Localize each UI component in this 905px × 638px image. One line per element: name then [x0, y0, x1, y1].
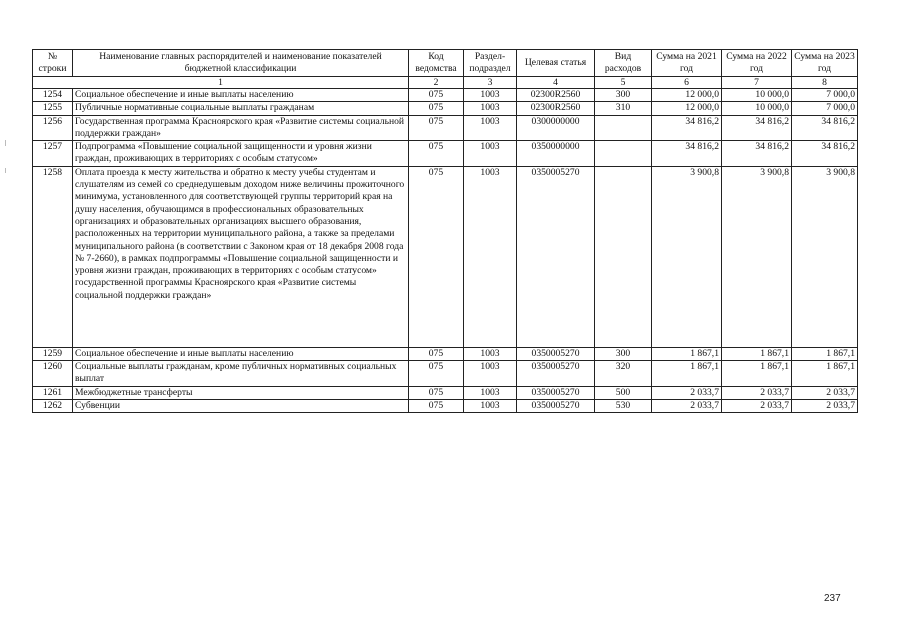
table-row — [33, 399, 858, 412]
header-target: Целевая статья — [517, 50, 595, 77]
page-number: 237 — [824, 593, 841, 604]
row-number: 1259 — [33, 347, 73, 360]
row-sum-2021: 1 867,1 — [652, 347, 722, 360]
row-sum-2023: 3 900,8 — [792, 166, 858, 347]
row-number: 1257 — [33, 141, 73, 167]
row-sum-2022: 10 000,0 — [722, 102, 792, 115]
row-sum-2022: 1 867,1 — [722, 347, 792, 360]
row-target: 0350005270 — [517, 361, 595, 387]
row-target: 02300R2560 — [517, 102, 595, 115]
table-row — [33, 102, 858, 115]
row-name: Субвенции — [73, 399, 409, 412]
row-sum-2023: 1 867,1 — [792, 361, 858, 387]
row-target: 0300000000 — [517, 115, 595, 141]
header-section: Раздел-подраздел — [464, 50, 517, 77]
row-sum-2022: 2 033,7 — [722, 386, 792, 399]
column-number: 8 — [792, 77, 858, 89]
row-sum-2023: 7 000,0 — [792, 89, 858, 102]
header-sum-2021: Сумма на 2021 год — [652, 50, 722, 77]
row-dept-code: 075 — [409, 361, 464, 387]
row-sum-2023: 2 033,7 — [792, 386, 858, 399]
row-expense-type: 300 — [595, 347, 652, 360]
row-dept-code: 075 — [409, 386, 464, 399]
row-sum-2022: 34 816,2 — [722, 115, 792, 141]
row-expense-type — [595, 166, 652, 347]
row-section: 1003 — [464, 141, 517, 167]
table-row — [33, 386, 858, 399]
budget-table — [32, 49, 858, 413]
row-dept-code: 075 — [409, 347, 464, 360]
row-number: 1255 — [33, 102, 73, 115]
table-header-row — [33, 50, 858, 77]
row-number: 1262 — [33, 399, 73, 412]
row-name: Социальное обеспечение и иные выплаты населению — [73, 347, 409, 360]
row-dept-code: 075 — [409, 102, 464, 115]
row-number: 1258 — [33, 166, 73, 347]
column-number: 1 — [33, 77, 409, 89]
header-row-number: № строки — [33, 50, 73, 77]
row-number: 1260 — [33, 361, 73, 387]
header-sum-2023: Сумма на 2023 год — [792, 50, 858, 77]
table-row — [33, 89, 858, 102]
row-name: Государственная программа Красноярского края «Развитие системы социальной поддержки граждан» — [73, 115, 409, 141]
row-name: Публичные нормативные социальные выплаты гражданам — [73, 102, 409, 115]
table-row — [33, 115, 858, 141]
row-sum-2021: 2 033,7 — [652, 386, 722, 399]
table-row — [33, 361, 858, 387]
row-sum-2021: 34 816,2 — [652, 115, 722, 141]
column-number: 3 — [464, 77, 517, 89]
row-sum-2023: 1 867,1 — [792, 347, 858, 360]
row-sum-2022: 3 900,8 — [722, 166, 792, 347]
scan-artifact — [5, 140, 6, 146]
row-expense-type: 320 — [595, 361, 652, 387]
row-section: 1003 — [464, 102, 517, 115]
header-expense-type: Вид расходов — [595, 50, 652, 77]
row-sum-2022: 2 033,7 — [722, 399, 792, 412]
table-row — [33, 141, 858, 167]
column-number: 5 — [595, 77, 652, 89]
column-number: 2 — [409, 77, 464, 89]
row-section: 1003 — [464, 399, 517, 412]
row-sum-2021: 12 000,0 — [652, 102, 722, 115]
row-target: 02300R2560 — [517, 89, 595, 102]
row-sum-2021: 2 033,7 — [652, 399, 722, 412]
row-dept-code: 075 — [409, 166, 464, 347]
row-expense-type: 500 — [595, 386, 652, 399]
row-sum-2021: 3 900,8 — [652, 166, 722, 347]
row-name: Социальное обеспечение и иные выплаты населению — [73, 89, 409, 102]
row-target: 0350000000 — [517, 141, 595, 167]
row-sum-2023: 2 033,7 — [792, 399, 858, 412]
row-dept-code: 075 — [409, 141, 464, 167]
row-target: 0350005270 — [517, 386, 595, 399]
row-sum-2023: 7 000,0 — [792, 102, 858, 115]
row-expense-type: 300 — [595, 89, 652, 102]
header-name: Наименование главных распорядителей и наименование показателей бюджетной классификации — [73, 50, 409, 77]
row-section: 1003 — [464, 115, 517, 141]
row-sum-2021: 1 867,1 — [652, 361, 722, 387]
row-expense-type — [595, 115, 652, 141]
column-number-row — [33, 77, 858, 89]
row-target: 0350005270 — [517, 347, 595, 360]
row-section: 1003 — [464, 386, 517, 399]
row-sum-2021: 34 816,2 — [652, 141, 722, 167]
row-expense-type: 310 — [595, 102, 652, 115]
row-expense-type — [595, 141, 652, 167]
row-dept-code: 075 — [409, 115, 464, 141]
row-section: 1003 — [464, 347, 517, 360]
header-dept-code: Код ведомства — [409, 50, 464, 77]
table-row — [33, 166, 858, 347]
row-section: 1003 — [464, 166, 517, 347]
row-number: 1254 — [33, 89, 73, 102]
row-sum-2022: 1 867,1 — [722, 361, 792, 387]
row-section: 1003 — [464, 361, 517, 387]
row-sum-2022: 10 000,0 — [722, 89, 792, 102]
row-dept-code: 075 — [409, 89, 464, 102]
row-name: Социальные выплаты гражданам, кроме публичных нормативных социальных выплат — [73, 361, 409, 387]
table-row — [33, 347, 858, 360]
row-number: 1256 — [33, 115, 73, 141]
row-name: Межбюджетные трансферты — [73, 386, 409, 399]
row-sum-2023: 34 816,2 — [792, 115, 858, 141]
row-sum-2022: 34 816,2 — [722, 141, 792, 167]
row-sum-2021: 12 000,0 — [652, 89, 722, 102]
row-sum-2023: 34 816,2 — [792, 141, 858, 167]
header-sum-2022: Сумма на 2022 год — [722, 50, 792, 77]
row-dept-code: 075 — [409, 399, 464, 412]
row-name: Подпрограмма «Повышение социальной защищенности и уровня жизни граждан, проживающих в территориях с особым статусом» — [73, 141, 409, 167]
column-number: 7 — [722, 77, 792, 89]
row-section: 1003 — [464, 89, 517, 102]
column-number: 4 — [517, 77, 595, 89]
row-name: Оплата проезда к месту жительства и обратно к месту учебы студентам и слушателям из семей со среднедушевым доходом ниже величины прожиточного минимума, установленного для соответствующей группы территорий края на душу населения, обучающимся в профессиональных образовательных организациях и образовательных организациях высшего образования, расположенных на территории муниципального района, а также за пределами муниципального района (в соответствии с Законом края от 18 декабря 2008 года № 7-2660), в рамках подпрограммы «Повышение социальной защищенности и уровня жизни граждан, проживающих в территориях с особым статусом» государственной программы Красноярского края «Развитие системы социальной поддержки граждан» — [73, 166, 409, 347]
row-target: 0350005270 — [517, 166, 595, 347]
scan-artifact — [5, 168, 6, 173]
row-number: 1261 — [33, 386, 73, 399]
column-number: 6 — [652, 77, 722, 89]
row-expense-type: 530 — [595, 399, 652, 412]
row-target: 0350005270 — [517, 399, 595, 412]
